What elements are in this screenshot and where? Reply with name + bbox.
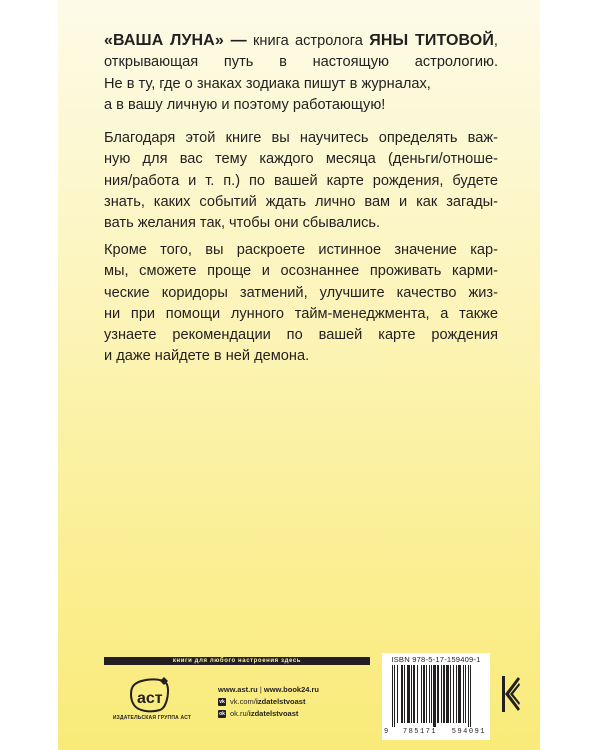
site-link-ast[interactable]: www.ast.ru — [218, 685, 258, 694]
karma-line: Кроме того, вы раскроете истинное значение кар- — [104, 242, 498, 258]
ast-logo-icon — [130, 677, 172, 713]
karma-line: узнаете рекомендации по вашей карте рождения — [104, 327, 498, 344]
karma-line: ческие коридоры затмений, улучшите качество жиз- — [104, 284, 498, 301]
vk-icon: vk — [219, 699, 225, 705]
book-title: «ВАША ЛУНА» — — [104, 32, 247, 49]
benefits-line: ния/работа и т. п.) по вашей карте рождения, будете — [104, 172, 498, 189]
tagline-strip: книги для любого настроения здесь — [104, 657, 370, 665]
author-name: ЯНЫ ТИТОВОЙ — [369, 32, 494, 49]
ast-logo-text: аст — [137, 690, 163, 707]
karma-line: и даже найдете в ней демона. — [104, 348, 310, 365]
site-link-book24[interactable]: www.book24.ru — [263, 685, 320, 694]
websites-row — [218, 684, 378, 696]
benefits-line: ную для вас тему каждого месяца (деньги/отноше- — [104, 151, 498, 168]
intro-line-3: Не в ту, где о знаках зодиака пишут в журналах, — [104, 75, 431, 92]
benefits-paragraph — [104, 128, 498, 234]
ok-icon: ok — [219, 711, 225, 717]
k-imprint-logo-icon — [500, 674, 522, 714]
barcode — [386, 665, 486, 727]
intro-line-1-text: книга астролога — [246, 33, 370, 49]
benefits-line: знать, каких событий ждать лично вам и как загады- — [104, 193, 498, 210]
vk-row[interactable] — [218, 696, 378, 708]
intro-line-1 — [104, 30, 498, 52]
intro-line-1-end: , — [493, 33, 498, 49]
barcode-digits-right: 594091 — [451, 728, 486, 736]
publisher-caption: ИЗДАТЕЛЬСКАЯ ГРУППА АСТ — [112, 715, 192, 721]
barcode-digits-left: 785171 — [402, 728, 438, 736]
intro-line-2: открывающая путь в настоящую астрологию. — [104, 54, 498, 71]
publisher-links — [218, 684, 378, 720]
ok-prefix: ok.ru/ — [230, 709, 249, 718]
karma-paragraph — [104, 240, 498, 368]
vk-prefix: vk.com/ — [230, 697, 256, 706]
intro-line-4: а в вашу личную и поэтому работающую! — [104, 96, 386, 113]
intro-paragraph — [104, 30, 498, 116]
ok-row[interactable] — [218, 708, 378, 720]
vk-handle: izdatelstvoast — [255, 697, 306, 706]
karma-line: ни при помощи лунного тайм-менеджмента, а также — [104, 305, 498, 322]
karma-line: мы, сможете проще и осознаннее проживать карми- — [104, 263, 498, 280]
ok-handle: izdatelstvoast — [248, 709, 299, 718]
site-separator: | — [257, 685, 264, 694]
back-cover — [58, 0, 540, 750]
isbn-number: ISBN 978-5-17-159409-1 — [391, 655, 481, 664]
benefits-line: Благодаря этой книге вы научитесь определять важ- — [104, 130, 498, 146]
barcode-digit-first: 9 — [384, 728, 389, 736]
barcode-digits — [382, 728, 490, 736]
isbn-barcode-box — [382, 653, 490, 740]
benefits-line: вать желания так, чтобы они сбывались. — [104, 215, 381, 232]
